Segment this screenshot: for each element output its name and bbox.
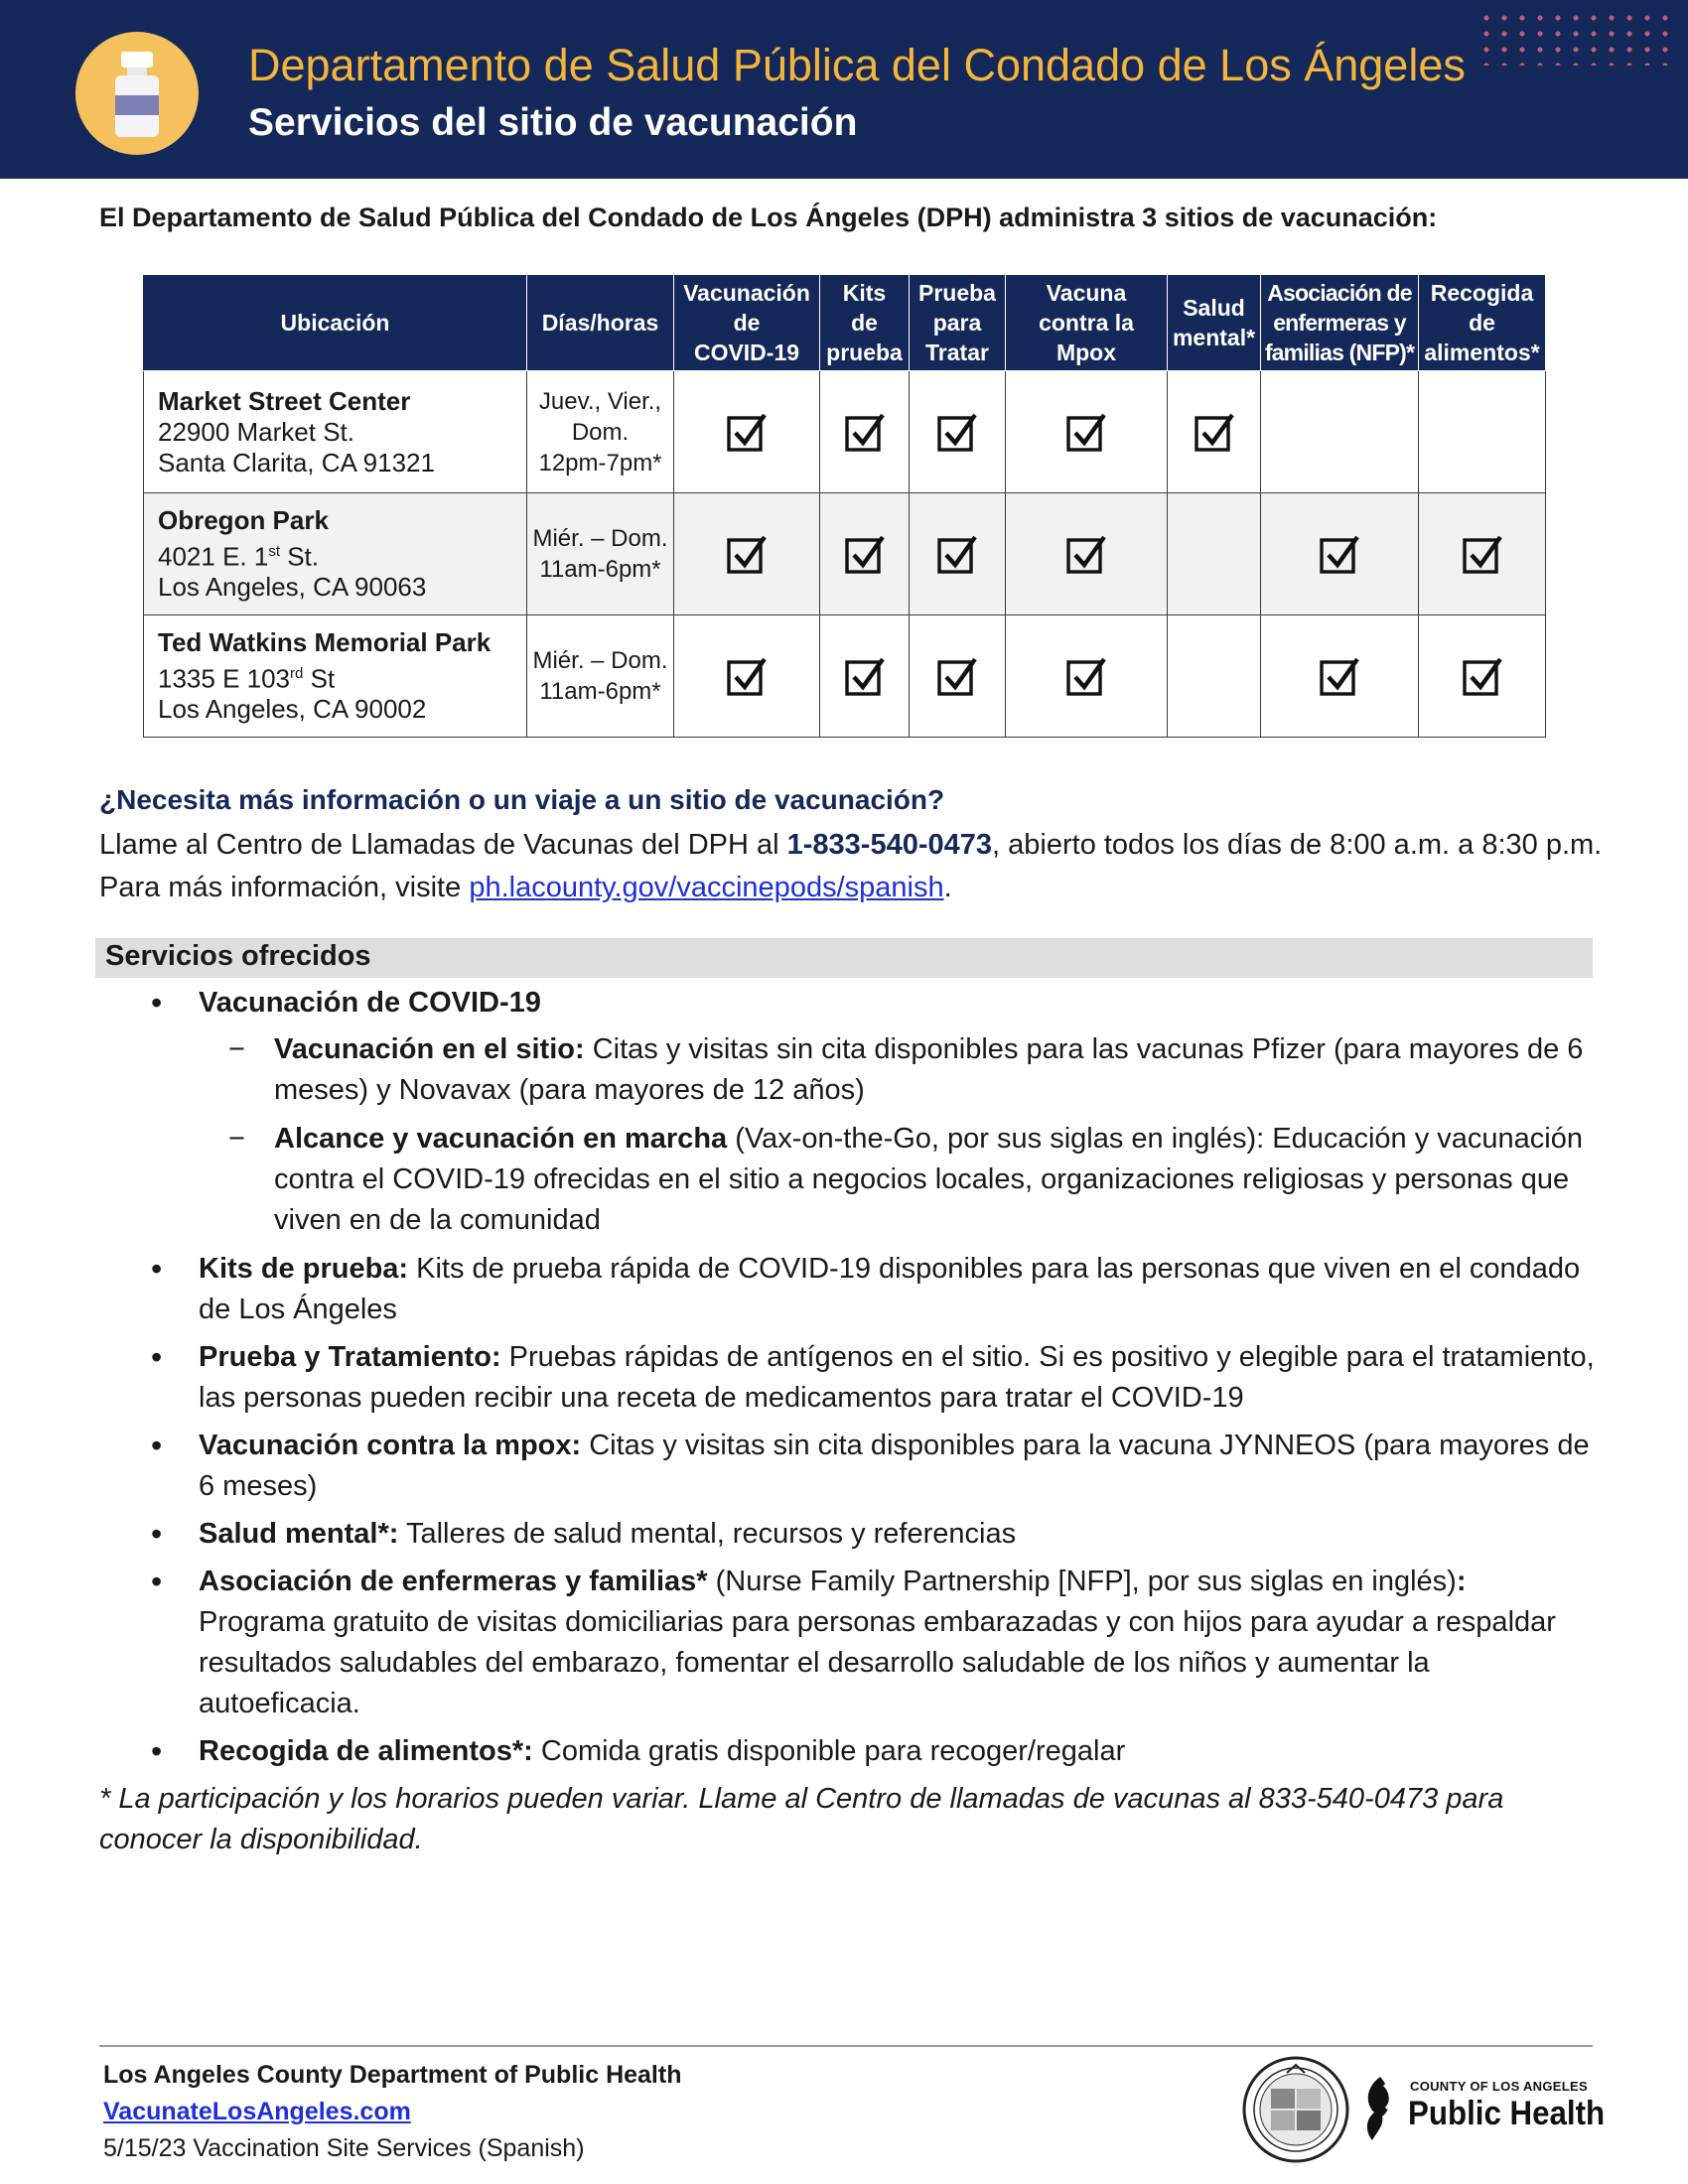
service-cell bbox=[1168, 371, 1261, 493]
intro-text: El Departamento de Salud Pública del Condado de Los Ángeles (DPH) administra 3 sitios de vacunación: bbox=[99, 203, 1438, 232]
site-location bbox=[144, 615, 527, 738]
service-cell bbox=[1419, 615, 1546, 738]
site-hours: Miér. – Dom. 11am-6pm* bbox=[527, 615, 674, 738]
site-location bbox=[144, 371, 527, 493]
service-cell bbox=[1419, 371, 1546, 493]
header-mpox-vaccine: Vacuna contra la Mpox bbox=[1006, 275, 1168, 371]
service-cell bbox=[910, 615, 1006, 738]
section-heading-bar bbox=[95, 938, 1593, 978]
list-item: • Recogida de alimentos*: Comida gratis disponible para recoger/regalar bbox=[99, 1731, 1599, 1772]
decorative-dots bbox=[1477, 10, 1676, 66]
list-item: • Vacunación contra la mpox: Citas y visitas sin cita disponibles para la vacuna JYNNEOS (para mayores de 6 meses) bbox=[99, 1426, 1599, 1507]
service-cell bbox=[674, 615, 820, 738]
footer-divider bbox=[99, 2045, 1593, 2047]
site-name: Obregon Park bbox=[158, 504, 329, 535]
site-city: Los Angeles, CA 90063 bbox=[158, 572, 427, 603]
checkbox-checked-icon bbox=[844, 533, 886, 575]
site-hours: Juev., Vier., Dom. 12pm-7pm* bbox=[527, 371, 674, 493]
list-item: • Kits de prueba: Kits de prueba rápida de COVID-19 disponibles para las personas que viven en el condado de Los Ángeles bbox=[99, 1249, 1599, 1330]
service-cell bbox=[1006, 371, 1168, 493]
service-cell bbox=[910, 371, 1006, 493]
site-hours: Miér. – Dom. 11am-6pm* bbox=[527, 493, 674, 615]
site-location bbox=[144, 493, 527, 615]
checkbox-checked-icon bbox=[726, 655, 768, 697]
site-name: Market Street Center bbox=[158, 385, 411, 416]
vaccinepods-link[interactable]: ph.lacounty.gov/vaccinepods/spanish bbox=[469, 872, 944, 903]
list-item: • Asociación de enfermeras y familias* (Nurse Family Partnership [NFP], por sus siglas en inglés): Programa gratuito de visitas domiciliarias para personas embarazadas y con hijos para ayudar a respaldar resultados saludables del embarazo, fomentar el desarrollo saludable de los niños y aumentar la autoeficacia. bbox=[99, 1562, 1599, 1724]
table-row bbox=[144, 493, 1546, 615]
table-header-row bbox=[144, 275, 1546, 371]
header-test-to-treat: Prueba para Tratar bbox=[910, 275, 1006, 371]
checkbox-checked-icon bbox=[844, 411, 886, 453]
header-food-pickup: Recogida de alimentos* bbox=[1419, 275, 1546, 371]
services-list bbox=[99, 983, 1599, 1779]
footer-website-link[interactable]: VacunateLosAngeles.com bbox=[103, 2098, 411, 2125]
section-heading: Servicios ofrecidos bbox=[105, 940, 371, 972]
service-cell bbox=[674, 493, 820, 615]
checkbox-checked-icon bbox=[1065, 533, 1107, 575]
checkbox-checked-icon bbox=[936, 533, 978, 575]
checkbox-checked-icon bbox=[936, 411, 978, 453]
service-cell bbox=[820, 615, 910, 738]
site-address: 1335 E 103rd St bbox=[158, 663, 336, 694]
service-cell bbox=[1261, 371, 1419, 493]
service-cell bbox=[1006, 493, 1168, 615]
phone-number[interactable]: 1-833-540-0473 bbox=[786, 829, 993, 861]
checkbox-checked-icon bbox=[1065, 655, 1107, 697]
public-health-mark-icon bbox=[1358, 2073, 1402, 2144]
checkbox-checked-icon bbox=[844, 655, 886, 697]
service-cell bbox=[1261, 493, 1419, 615]
footer-date: 5/15/23 Vaccination Site Services (Spanish) bbox=[103, 2134, 585, 2162]
list-item-label: Vacunación de COVID-19 bbox=[199, 987, 541, 1019]
call-center-text: Llame al Centro de Llamadas de Vacunas del DPH al 1-833-540-0473, abierto todos los días de 8:00 a.m. a 8:30 p.m. Para más información, visite ph.lacounty.gov/vaccinepods/spanish. bbox=[99, 829, 1603, 903]
checkbox-checked-icon bbox=[1319, 655, 1360, 697]
more-info-heading: ¿Necesita más información o un viaje a un sitio de vacunación? bbox=[99, 784, 945, 815]
service-cell bbox=[1261, 615, 1419, 738]
department-title: Departamento de Salud Pública del Condado de Los Ángeles bbox=[248, 40, 1466, 90]
site-city: Santa Clarita, CA 91321 bbox=[158, 447, 435, 478]
list-item bbox=[99, 983, 1599, 1241]
vaccine-vial-icon bbox=[75, 32, 199, 155]
service-cell bbox=[910, 493, 1006, 615]
checkbox-checked-icon bbox=[1462, 655, 1503, 697]
page-header bbox=[0, 0, 1688, 179]
logo-small-text: COUNTY OF LOS ANGELES bbox=[1410, 2079, 1588, 2094]
logo-big-text: Public Health bbox=[1408, 2095, 1606, 2132]
list-item: − Alcance y vacunación en marcha (Vax-on-the-Go, por sus siglas en inglés): Educación y vacunación contra el COVID-19 ofrecidas en el sitio a negocios locales, organizaciones religiosas y personas que viven en de la comunidad bbox=[199, 1119, 1599, 1241]
list-item: • Prueba y Tratamiento: Pruebas rápidas de antígenos en el sitio. Si es positivo y elegible para el tratamiento, las personas pueden recibir una receta de medicamentos para tratar el COVID-19 bbox=[99, 1337, 1599, 1419]
site-address: 22900 Market St. bbox=[158, 416, 354, 447]
site-address: 4021 E. 1st St. bbox=[158, 541, 319, 572]
footer-org: Los Angeles County Department of Public Health bbox=[103, 2061, 682, 2089]
checkbox-checked-icon bbox=[936, 655, 978, 697]
service-cell bbox=[1168, 493, 1261, 615]
table-row bbox=[144, 371, 1546, 493]
service-cell bbox=[820, 371, 910, 493]
footer bbox=[103, 2057, 681, 2167]
service-cell bbox=[674, 371, 820, 493]
county-seal-icon bbox=[1241, 2055, 1350, 2164]
service-cell bbox=[1006, 615, 1168, 738]
page-subtitle: Servicios del sitio de vacunación bbox=[248, 101, 858, 144]
list-item: − Vacunación en el sitio: Citas y visitas sin cita disponibles para las vacunas Pfizer (para mayores de 6 meses) y Novavax (para mayores de 12 años) bbox=[199, 1029, 1599, 1111]
site-name: Ted Watkins Memorial Park bbox=[158, 626, 492, 657]
checkbox-checked-icon bbox=[726, 411, 768, 453]
header-test-kits: Kits de prueba bbox=[820, 275, 910, 371]
service-cell bbox=[820, 493, 910, 615]
header-location: Ubicación bbox=[144, 275, 527, 371]
checkbox-checked-icon bbox=[726, 533, 768, 575]
header-nfp: Asociación de enfermeras y familias (NFP)* bbox=[1261, 275, 1419, 371]
vaccination-sites-table bbox=[143, 274, 1546, 738]
checkbox-checked-icon bbox=[1065, 411, 1107, 453]
checkbox-checked-icon bbox=[1319, 533, 1360, 575]
table-row bbox=[144, 615, 1546, 738]
public-health-logo bbox=[1358, 2073, 1606, 2152]
service-cell bbox=[1168, 615, 1261, 738]
list-item: • Salud mental*: Talleres de salud mental, recursos y referencias bbox=[99, 1514, 1599, 1555]
header-mental-health: Salud mental* bbox=[1168, 275, 1261, 371]
header-covid-vaccination: Vacunación de COVID-19 bbox=[674, 275, 820, 371]
checkbox-checked-icon bbox=[1462, 533, 1503, 575]
covid-sub-list bbox=[199, 1029, 1599, 1241]
footnote: * La participación y los horarios pueden variar. Llame al Centro de llamadas de vacunas al 833-540-0473 para conocer la disponibilidad. bbox=[99, 1783, 1504, 1855]
service-cell bbox=[1419, 493, 1546, 615]
checkbox-checked-icon bbox=[1194, 411, 1235, 453]
header-hours: Días/horas bbox=[527, 275, 674, 371]
site-city: Los Angeles, CA 90002 bbox=[158, 694, 427, 725]
